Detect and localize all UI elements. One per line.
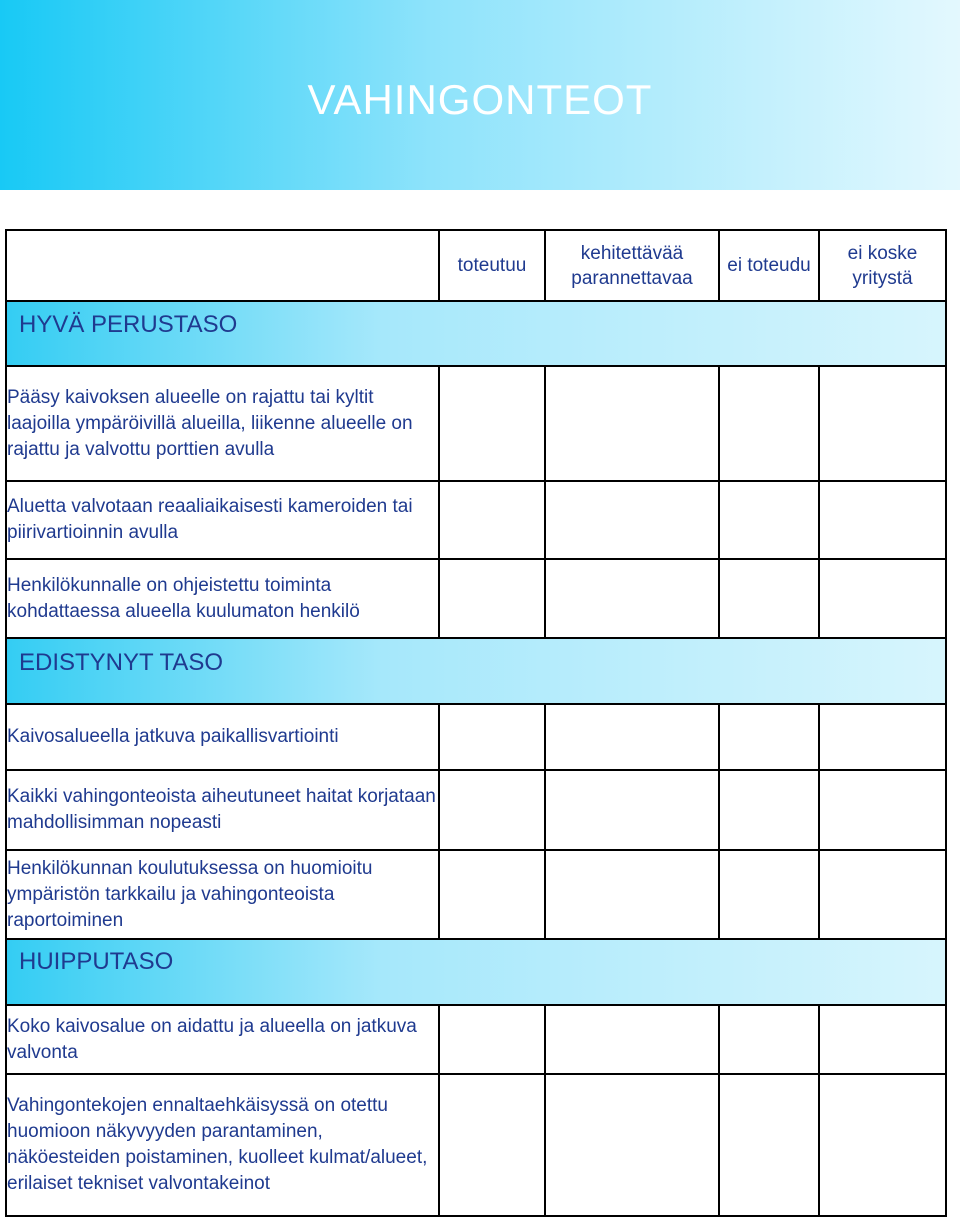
check-cell-toteutuu[interactable] bbox=[439, 770, 545, 850]
header-row bbox=[6, 230, 946, 301]
check-cell-ei-koske[interactable] bbox=[819, 366, 946, 481]
check-cell-ei-koske[interactable] bbox=[819, 704, 946, 770]
check-cell-ei-koske[interactable] bbox=[819, 850, 946, 939]
assessment-table bbox=[5, 229, 947, 1217]
table-row bbox=[6, 559, 946, 638]
check-cell-ei-koske[interactable] bbox=[819, 559, 946, 638]
table-row bbox=[6, 850, 946, 939]
check-cell-toteutuu[interactable] bbox=[439, 559, 545, 638]
check-cell-ei-toteudu[interactable] bbox=[719, 366, 819, 481]
level-row bbox=[6, 939, 946, 1005]
check-cell-kehitettavaa[interactable] bbox=[545, 366, 719, 481]
check-cell-kehitettavaa[interactable] bbox=[545, 850, 719, 939]
check-cell-ei-toteudu[interactable] bbox=[719, 770, 819, 850]
criterion-text: Kaivosalueella jatkuva paikallisvartiointi bbox=[6, 704, 439, 770]
check-cell-ei-koske[interactable] bbox=[819, 481, 946, 559]
check-cell-ei-toteudu[interactable] bbox=[719, 559, 819, 638]
check-cell-kehitettavaa[interactable] bbox=[545, 1074, 719, 1216]
check-cell-ei-koske[interactable] bbox=[819, 770, 946, 850]
check-cell-kehitettavaa[interactable] bbox=[545, 481, 719, 559]
level-heading: HYVÄ PERUSTASO bbox=[6, 301, 946, 366]
check-cell-toteutuu[interactable] bbox=[439, 481, 545, 559]
check-cell-ei-koske[interactable] bbox=[819, 1074, 946, 1216]
check-cell-ei-toteudu[interactable] bbox=[719, 850, 819, 939]
criterion-text: Henkilökunnalle on ohjeistettu toiminta kohdattaessa alueella kuulumaton henkilö bbox=[6, 559, 439, 638]
check-cell-toteutuu[interactable] bbox=[439, 850, 545, 939]
check-cell-ei-koske[interactable] bbox=[819, 1005, 946, 1074]
check-cell-kehitettavaa[interactable] bbox=[545, 704, 719, 770]
column-header-kehitettavaa: kehitettävää parannettavaa bbox=[545, 230, 719, 301]
table-row bbox=[6, 704, 946, 770]
check-cell-kehitettavaa[interactable] bbox=[545, 1005, 719, 1074]
header-blank-cell bbox=[6, 230, 439, 301]
level-row bbox=[6, 301, 946, 366]
level-row bbox=[6, 638, 946, 704]
check-cell-kehitettavaa[interactable] bbox=[545, 770, 719, 850]
table-row bbox=[6, 1005, 946, 1074]
level-heading: HUIPPUTASO bbox=[6, 939, 946, 1005]
page-title: VAHINGONTEOT bbox=[307, 76, 653, 123]
check-cell-ei-toteudu[interactable] bbox=[719, 1005, 819, 1074]
criterion-text: Kaikki vahingonteoista aiheutuneet haitat korjataan mahdollisimman nopeasti bbox=[6, 770, 439, 850]
criterion-text: Aluetta valvotaan reaaliaikaisesti kameroiden tai piirivartioinnin avulla bbox=[6, 481, 439, 559]
column-header-ei-toteudu: ei toteudu bbox=[719, 230, 819, 301]
criterion-text: Pääsy kaivoksen alueelle on rajattu tai kyltit laajoilla ympäröivillä alueilla, liikenne alueelle on rajattu ja valvottu porttien avulla bbox=[6, 366, 439, 481]
column-header-ei-koske: ei koske yritystä bbox=[819, 230, 946, 301]
check-cell-kehitettavaa[interactable] bbox=[545, 559, 719, 638]
criterion-text: Henkilökunnan koulutuksessa on huomioitu ympäristön tarkkailu ja vahingonteoista raportoiminen bbox=[6, 850, 439, 939]
criterion-text: Koko kaivosalue on aidattu ja alueella on jatkuva valvonta bbox=[6, 1005, 439, 1074]
table-row bbox=[6, 770, 946, 850]
check-cell-ei-toteudu[interactable] bbox=[719, 1074, 819, 1216]
title-banner bbox=[0, 0, 960, 190]
table-row bbox=[6, 481, 946, 559]
check-cell-toteutuu[interactable] bbox=[439, 1074, 545, 1216]
check-cell-ei-toteudu[interactable] bbox=[719, 704, 819, 770]
table-row bbox=[6, 366, 946, 481]
criterion-text: Vahingontekojen ennaltaehkäisyssä on otettu huomioon näkyvyyden parantaminen, näköesteiden poistaminen, kuolleet kulmat/alueet, erilaiset tekniset valvontakeinot bbox=[6, 1074, 439, 1216]
check-cell-toteutuu[interactable] bbox=[439, 366, 545, 481]
table-row bbox=[6, 1074, 946, 1216]
check-cell-toteutuu[interactable] bbox=[439, 1005, 545, 1074]
column-header-toteutuu: toteutuu bbox=[439, 230, 545, 301]
check-cell-toteutuu[interactable] bbox=[439, 704, 545, 770]
level-heading: EDISTYNYT TASO bbox=[6, 638, 946, 704]
check-cell-ei-toteudu[interactable] bbox=[719, 481, 819, 559]
